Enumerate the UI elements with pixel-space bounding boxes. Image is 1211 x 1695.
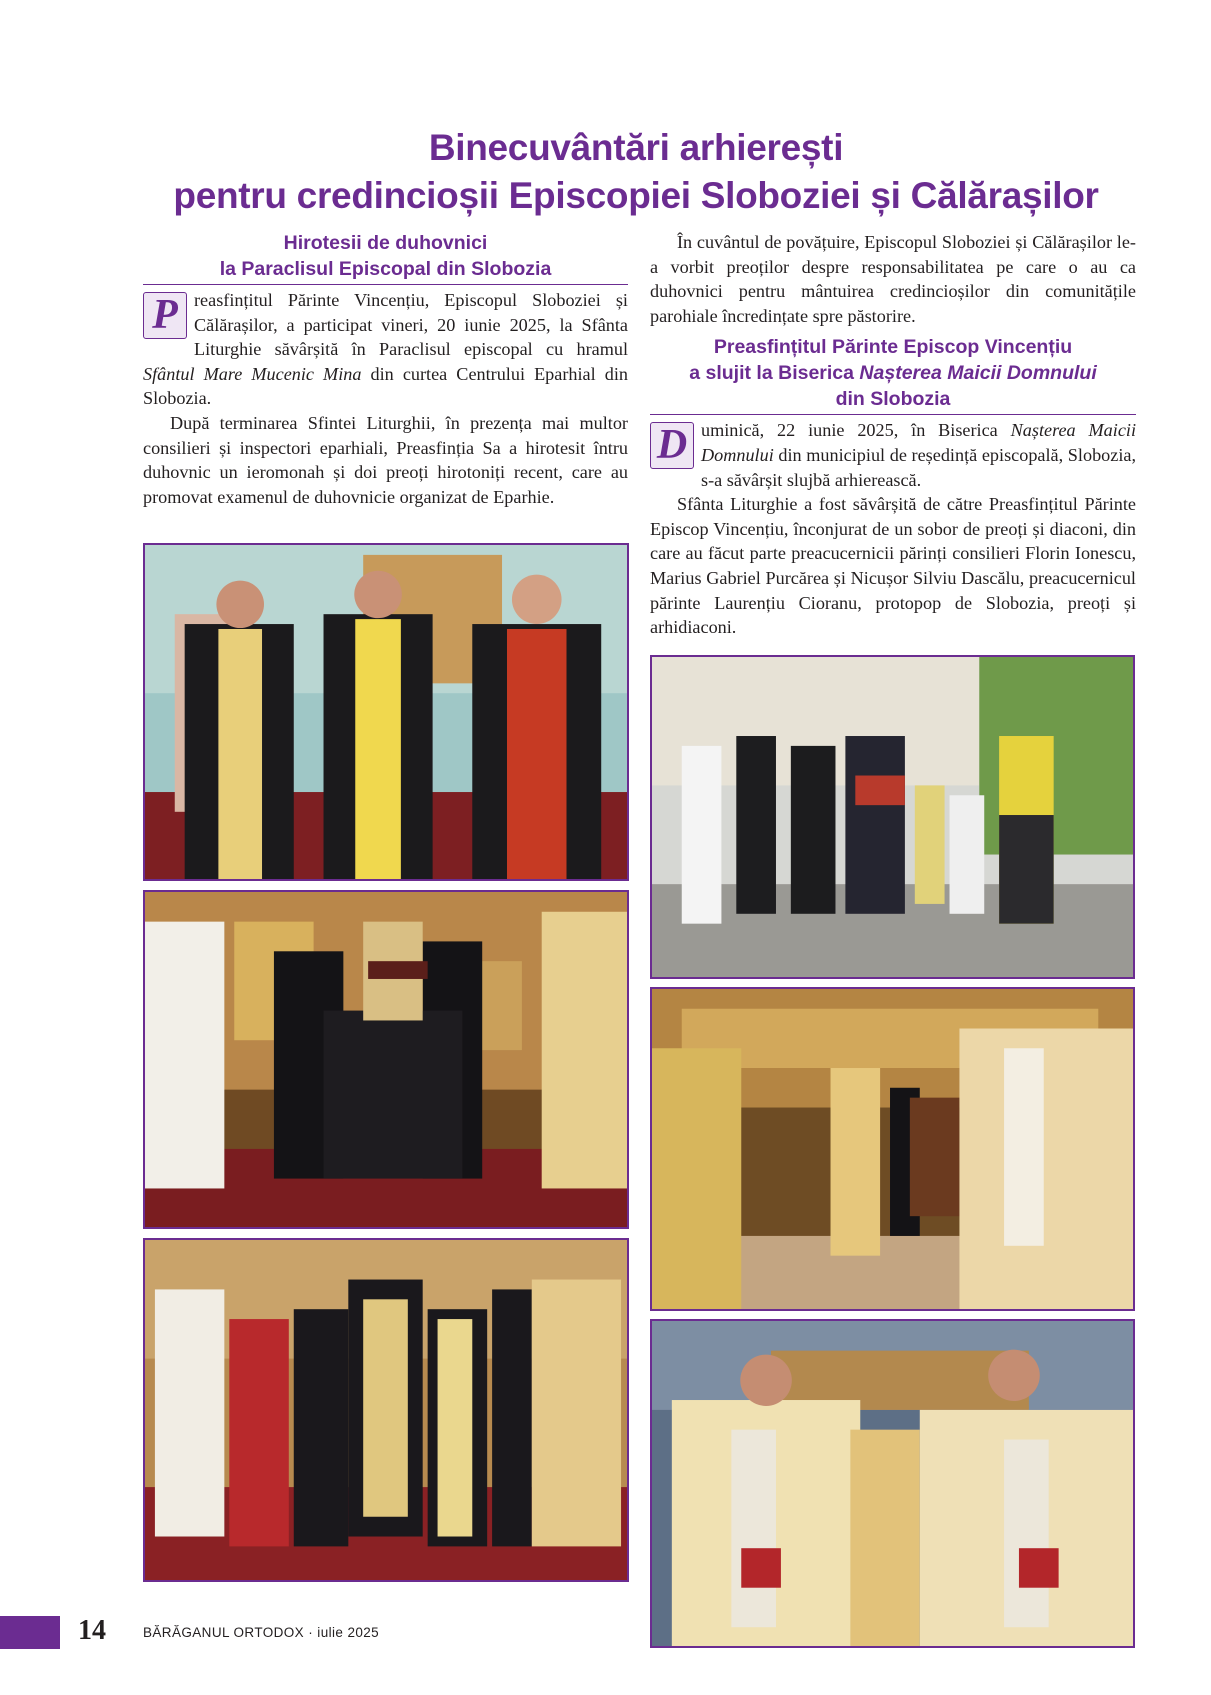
photo-clergy-procession (650, 1319, 1135, 1648)
photo-group-of-clergy (143, 1238, 629, 1582)
page-number: 14 (78, 1615, 106, 1646)
right-heading-line-2a: a slujit la Biserica (689, 362, 860, 385)
right-heading-line-2-italic: Nașterea Maicii Domnului (859, 362, 1097, 385)
right-paragraph-2: Sfânta Liturghie a fost săvârșită de către Preasfințitul Părinte Episcop Vincențiu, înconjurat de un sobor de preoți și diaconi, din care au făcut parte preacucernicii părinți consilieri Florin Ionescu, Marius Gabriel Purcărea și Nicușor Silviu Dascălu, preacucernicul părinte Laurențiu Cioranu, protopop de Slobozia, preoți și arhidiaconi. (650, 494, 1136, 638)
title-line-2: pentru credincioșii Episcopiei Sloboziei și Călărașilor (173, 175, 1099, 216)
photo-three-clergy-standing (143, 543, 629, 881)
dropcap-p: P (143, 292, 187, 339)
left-article (143, 230, 628, 509)
left-p1-text-b: din curtea Centrului Eparhial din Slobozia. (143, 363, 628, 409)
right-p1-italic: Nașterea Maicii Domnului (701, 420, 1136, 465)
publication-issue: · iulie 2025 (308, 1625, 380, 1640)
left-p1-italic: Sfântul Mare Mucenic Mina (143, 363, 362, 384)
title-line-1: Binecuvântări arhierești (428, 127, 844, 168)
left-heading-line-1: Hirotesii de duhovnici (283, 232, 488, 254)
right-heading-line-1: Preasfințitul Părinte Episcop Vincențiu (713, 336, 1073, 359)
left-p1-text-a: reasfințitul Părinte Vincențiu, Episcopul Sloboziei și Călărașilor, a participat vineri, 20 iunie 2025, la Sfânta Liturghie săvârșită în Paraclisul episcopal cu hramul (194, 290, 628, 360)
left-heading-line-2: la Paraclisul Episcopal din Slobozia (219, 258, 552, 280)
page-title (150, 124, 1122, 220)
footer-accent-bar (0, 1616, 60, 1649)
right-article (650, 230, 1136, 640)
photo-hirotesie-ceremony (143, 890, 629, 1229)
publication-name: BĂRĂGANUL ORTODOX (143, 1625, 305, 1640)
right-p1-text-a: uminică, 22 iunie 2025, în Biserica (701, 420, 1011, 441)
footer-publication (143, 1624, 379, 1642)
left-article-heading (143, 230, 628, 285)
right-heading-line-3: din Slobozia (835, 388, 951, 411)
right-paragraph-1 (650, 418, 1136, 492)
left-paragraph-2: După terminarea Sfintei Liturghii, în prezența mai multor consilieri și inspectori eparhiali, Preasfinția Sa a hirotesit întru duhovnic un ieromonah și doi preoți hirotoniți recent, care au promovat examenul de duhovnicie organizat de Eparhie. (143, 412, 628, 507)
right-p1-text-b: din municipiul de reședință episcopală, Slobozia, s-a săvârșit slujbă arhierească. (701, 444, 1136, 490)
left-paragraph-1 (143, 288, 628, 411)
dropcap-d: D (650, 422, 694, 469)
right-article-heading (650, 334, 1136, 415)
photo-liturgy-in-church (650, 987, 1135, 1311)
right-paragraph-0: În cuvântul de povățuire, Episcopul Sloboziei și Călărașilor le-a vorbit preoților despre responsabilitatea pe care o au ca duhovnici pentru mântuirea credincioșilor din comunitățile parohiale încredințate spre păstorire. (650, 232, 1136, 326)
photo-welcome-outside-church (650, 655, 1135, 979)
